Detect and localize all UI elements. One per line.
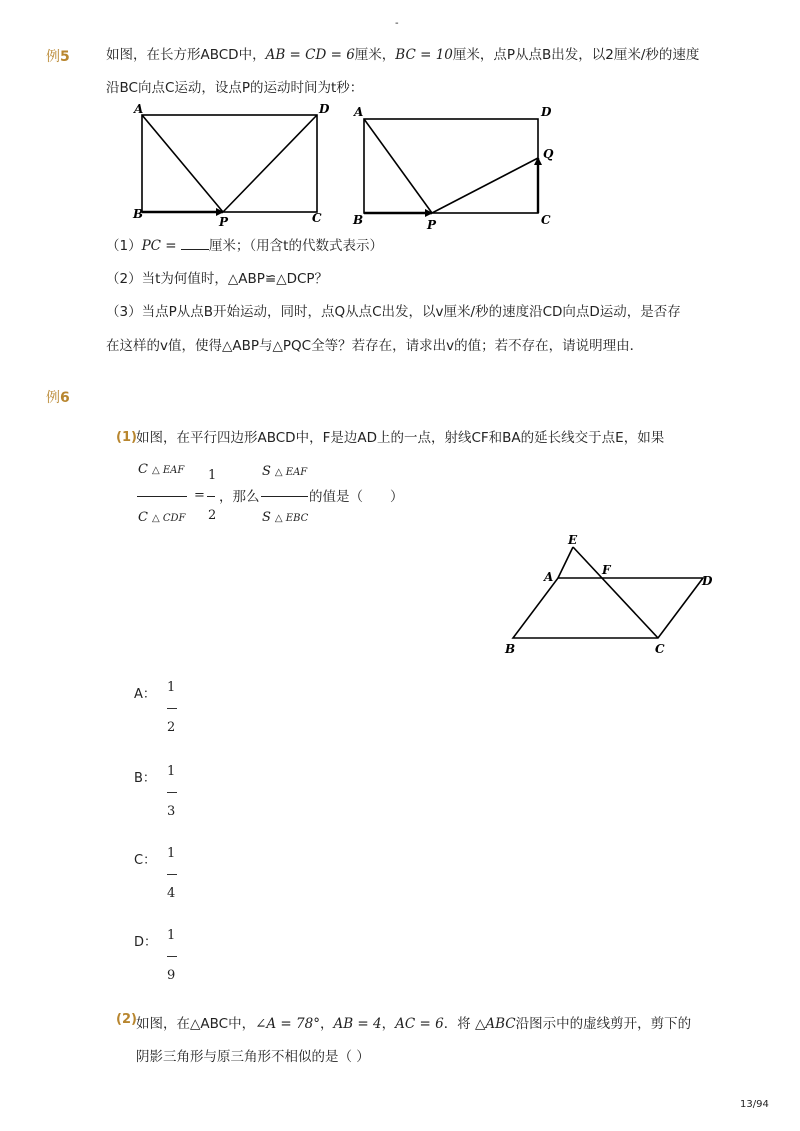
- fraction-2-denominator: [262, 510, 308, 525]
- ex5-line1: [106, 45, 699, 65]
- fraction-2-numerator: [262, 464, 307, 479]
- equals-sign: =: [194, 488, 205, 503]
- label-q-2: Q: [543, 147, 554, 161]
- example-6-prefix: 例: [46, 390, 60, 406]
- frac2-num-sub: △ EAF: [274, 467, 308, 478]
- segment-pq: [432, 158, 538, 213]
- frac1-num-c: C: [138, 462, 148, 477]
- label-p-2: P: [427, 218, 437, 232]
- extension-ae: [558, 547, 573, 578]
- q1-text: 厘米；（用含t的代数式表示）: [208, 238, 383, 254]
- label-b-2: B: [353, 213, 364, 227]
- option-b-denominator: 3: [167, 804, 176, 819]
- label-c-2: C: [541, 213, 551, 227]
- then-text: ，那么: [219, 489, 260, 505]
- segment-dp: [223, 115, 317, 212]
- ex5-question-3-line-1: （3）当点P从点B开始运动，同时，点Q从点C出发，以v厘米/秒的速度沿CD向点D运动，是否存: [106, 304, 681, 320]
- p2-math-angle: ∠A = 78°: [255, 1016, 320, 1032]
- header-mark: -: [395, 18, 399, 29]
- option-c-numerator: 1: [167, 846, 176, 861]
- frac1-den-sub: △ CDF: [151, 513, 186, 524]
- label-p: P: [219, 215, 229, 229]
- fraction-1-bar: [137, 496, 187, 497]
- fraction-2-bar: [261, 496, 308, 497]
- frac1-num-sub: △ EAF: [151, 465, 185, 476]
- example-5-number: 5: [60, 49, 70, 65]
- ex5-line2: 沿BC向点C运动，设点P的运动时间为t秒：: [106, 80, 364, 96]
- problem-1-text: 如图，在平行四边形ABCD中，F是边AD上的一点，射线CF和BA的延长线交于点E，如果: [136, 430, 665, 446]
- example-6-number: 6: [60, 390, 70, 406]
- p2-math-ab: AB = 4: [333, 1016, 382, 1032]
- frac1-den-c: C: [138, 510, 148, 525]
- ex5-line1-math-2: BC = 10: [395, 47, 453, 63]
- rect-abcd: [142, 115, 317, 212]
- label-f: F: [602, 563, 611, 577]
- problem-1-tail: 的值是（ ）: [309, 489, 404, 505]
- half-denominator: 2: [208, 508, 217, 523]
- ex5-question-1: [106, 236, 383, 256]
- label-a: A: [134, 102, 144, 116]
- q1-answer-blank[interactable]: [181, 237, 209, 250]
- option-b-letter: B：: [134, 771, 156, 786]
- option-d-denominator: 9: [167, 968, 176, 983]
- option-b-bar: [167, 792, 177, 793]
- p2-text-e: 沿图示中的虚线剪开，剪下的: [515, 1016, 692, 1032]
- frac2-den-s: S: [262, 510, 271, 525]
- half-bar: [207, 496, 215, 497]
- option-c-bar: [167, 874, 177, 875]
- label-d-p: D: [702, 574, 713, 588]
- option-d-letter: D：: [134, 935, 158, 950]
- segment-ap: [142, 115, 223, 212]
- frac2-den-sub: △ EBC: [274, 513, 309, 524]
- p2-text-d: ．将 △: [443, 1016, 486, 1032]
- rect-abcd-2: [364, 119, 538, 213]
- ex5-question-2: （2）当t为何值时，△ABP≌△DCP？: [106, 271, 329, 287]
- ray-ec: [573, 547, 658, 638]
- q1-math: PC =: [141, 238, 181, 254]
- option-a-denominator: 2: [167, 720, 176, 735]
- example-5-prefix: 例: [46, 49, 60, 65]
- ex5-line1-text-c: 厘米，点P从点B出发，以2厘米/秒的速度: [452, 47, 700, 63]
- example-6-label: [46, 387, 70, 407]
- parallelogram-abcd: [513, 578, 703, 638]
- label-d: D: [319, 102, 330, 116]
- ex6-parallelogram-figure: [498, 530, 723, 660]
- half-numerator: 1: [208, 468, 217, 483]
- option-a-bar: [167, 708, 177, 709]
- example-5-label: [46, 46, 70, 66]
- option-c-letter: C：: [134, 853, 157, 868]
- fraction-1-numerator: [138, 462, 184, 477]
- problem-2-line-1: [136, 1014, 691, 1034]
- ex5-question-3-line-2: 在这样的v值，使得△ABP与△PQC全等？若存在，请求出v的值；若不存在，请说明理由．: [106, 338, 644, 354]
- label-d-2: D: [541, 105, 552, 119]
- label-e: E: [568, 533, 578, 547]
- label-c: C: [312, 211, 322, 225]
- p2-text-a: 如图，在△ABC中，: [136, 1016, 256, 1032]
- ex5-line1-text-a: 如图，在长方形ABCD中，: [106, 47, 266, 63]
- fraction-1-denominator: [138, 510, 185, 525]
- option-a-letter: A：: [134, 687, 156, 702]
- problem-2-number: (2): [116, 1012, 137, 1027]
- option-a-numerator: 1: [167, 680, 176, 695]
- problem-2-line-2: 阴影三角形与原三角形不相似的是（ ）: [136, 1049, 370, 1065]
- label-b-p: B: [505, 642, 516, 656]
- problem-1-number: (1): [116, 430, 137, 445]
- option-c-denominator: 4: [167, 886, 176, 901]
- q1-prefix: （1）: [106, 238, 142, 254]
- option-d-numerator: 1: [167, 928, 176, 943]
- label-a-2: A: [354, 105, 364, 119]
- p2-math-ac: AC = 6: [395, 1016, 444, 1032]
- label-b: B: [133, 207, 144, 221]
- label-c-p: C: [655, 642, 665, 656]
- option-d-bar: [167, 956, 177, 957]
- ex5-figure-2: [348, 100, 563, 235]
- ex5-line1-text-b: 厘米，: [354, 47, 396, 63]
- p2-text-c: ，: [381, 1016, 396, 1032]
- p2-text-b: ，: [319, 1016, 334, 1032]
- segment-ap-2: [364, 119, 432, 213]
- page-number: 13/94: [740, 1099, 769, 1110]
- ex5-figure-1: [128, 100, 338, 235]
- frac2-num-s: S: [262, 464, 271, 479]
- option-b-numerator: 1: [167, 764, 176, 779]
- p2-math-abc: ABC: [485, 1016, 516, 1032]
- label-a-p: A: [544, 570, 554, 584]
- ex5-line1-math-1: AB = CD = 6: [265, 47, 355, 63]
